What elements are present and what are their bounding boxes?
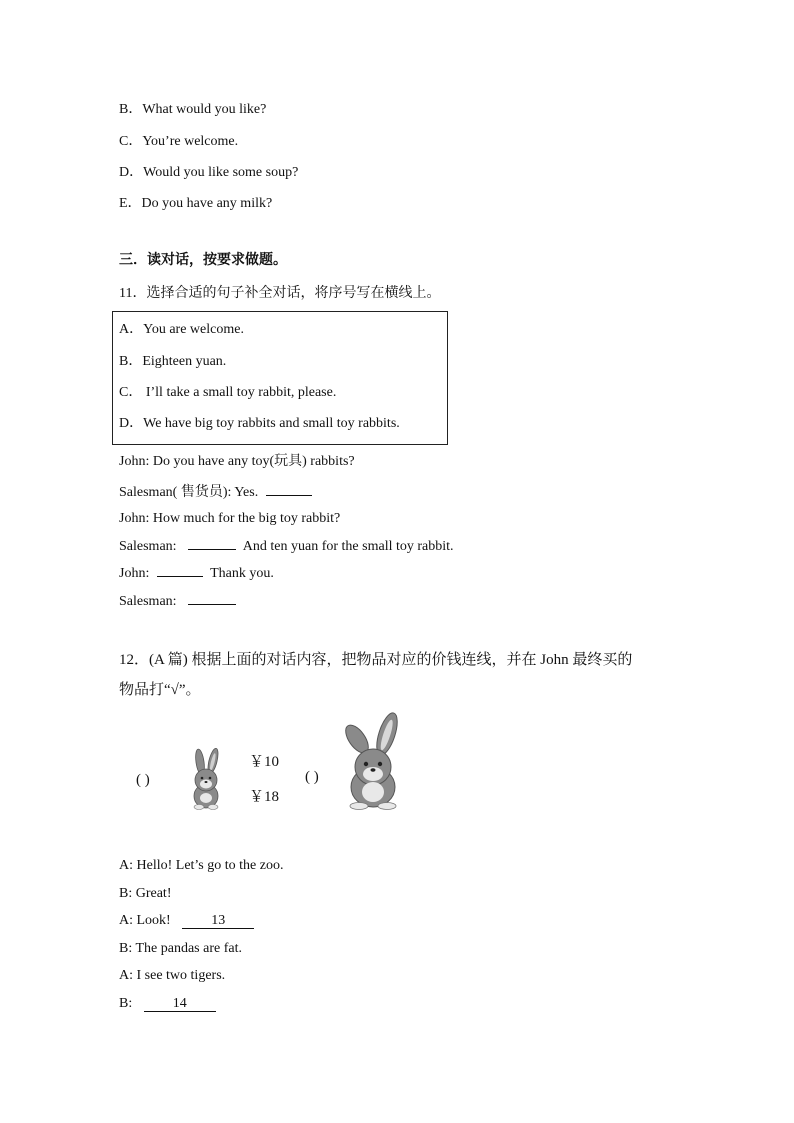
dialogue-text: B: xyxy=(119,996,133,1011)
dialogue-text: A: Look! xyxy=(119,913,171,928)
option-d: D．Would you like some soup? xyxy=(119,165,299,180)
question-12-prompt: 12．(A 篇) 根据上面的对话内容，把物品对应的价钱连线，并在 John 最终买的 xyxy=(119,652,633,668)
dialogue-line xyxy=(119,539,454,555)
dialogue-line xyxy=(119,481,312,501)
dialogue2-line xyxy=(119,996,216,1012)
option-c: C．You’re welcome. xyxy=(119,134,239,149)
answer-blank-14[interactable]: 14 xyxy=(144,997,216,1012)
dialogue-line: John: Do you have any toy(玩具) rabbits? xyxy=(119,454,355,469)
answer-blank[interactable] xyxy=(188,604,236,605)
dialogue2-line: B: The pandas are fat. xyxy=(119,941,242,956)
question-11-prompt: 11．选择合适的句子补全对话，将序号写在横线上。 xyxy=(119,286,441,301)
dialogue2-line xyxy=(119,913,254,929)
dialogue-line: John: How much for the big toy rabbit? xyxy=(119,511,341,526)
option-b: B．What would you like? xyxy=(119,102,267,117)
dialogue-text: Salesman( 售货员): Yes. xyxy=(119,485,259,500)
dialogue2-line: A: Hello! Let’s go to the zoo. xyxy=(119,858,284,873)
box-option-c: C． I’ll take a small toy rabbit, please. xyxy=(119,385,337,400)
dialogue-line xyxy=(119,566,274,582)
check-paren-left[interactable]: ( ) xyxy=(136,772,150,788)
dialogue-text: Salesman: xyxy=(119,594,177,609)
check-paren-right[interactable]: ( ) xyxy=(305,769,319,785)
answer-blank[interactable] xyxy=(266,495,312,496)
price-10: ￥10 xyxy=(249,754,280,770)
answer-blank-13[interactable]: 13 xyxy=(182,914,254,929)
dialogue2-line: B: Great! xyxy=(119,886,172,901)
dialogue-line xyxy=(119,594,236,610)
price-18: ￥18 xyxy=(249,789,280,805)
dialogue-text: And ten yuan for the small toy rabbit. xyxy=(242,539,454,554)
big-rabbit-image xyxy=(337,712,409,810)
question-12-prompt-cont: 物品打“√”。 xyxy=(119,682,201,698)
box-option-d: D．We have big toy rabbits and small toy rabbits. xyxy=(119,416,400,431)
answer-blank[interactable] xyxy=(157,576,203,577)
section-heading: 三．读对话，按要求做题。 xyxy=(119,252,287,268)
dialogue-text: Thank you. xyxy=(210,566,274,581)
answer-blank[interactable] xyxy=(188,549,236,550)
dialogue2-line: A: I see two tigers. xyxy=(119,968,226,983)
box-option-a: A．You are welcome. xyxy=(119,322,244,337)
box-option-b: B．Eighteen yuan. xyxy=(119,354,227,369)
dialogue-text: John: xyxy=(119,566,150,581)
option-e: E．Do you have any milk? xyxy=(119,196,273,211)
small-rabbit-image xyxy=(186,748,226,810)
dialogue-text: Salesman: xyxy=(119,539,177,554)
